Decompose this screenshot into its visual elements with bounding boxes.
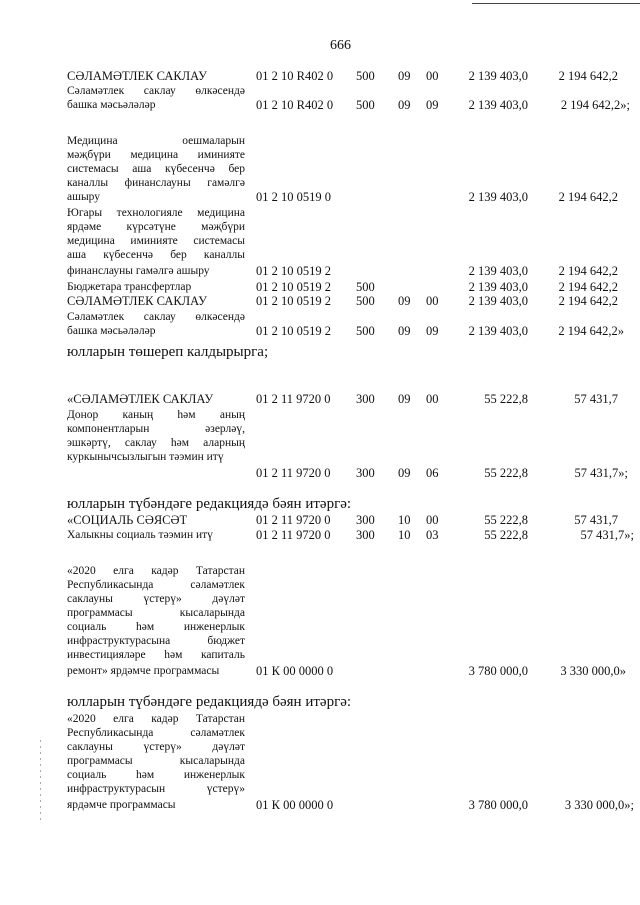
row-label: ремонт» ярдәмче программасы [67, 665, 220, 677]
row-label: эшкәртү, саклау һәм аларның [67, 437, 245, 449]
row-value-2021: 3 330 000,0» [560, 664, 626, 678]
row-label: инфраструктурасына бюджет [67, 635, 245, 647]
row-label: Бюджетара трансфертлар [67, 281, 192, 293]
row-value-2021: 57 431,7 [574, 392, 618, 406]
row-value-2020: 2 139 403,0 [468, 280, 528, 294]
row-label: башка мәсьәләләр [67, 325, 156, 337]
row-col1: 300 [356, 513, 375, 527]
row-value-2021: 57 431,7 [574, 513, 618, 527]
row-value-2020: 2 139 403,0 [468, 98, 528, 112]
row-value-2021: 2 194 642,2 [558, 69, 618, 83]
row-col3: 00 [426, 69, 439, 83]
row-label: куркынычсызлыгын тәэмин итү [67, 451, 224, 463]
row-value-2020: 55 222,8 [484, 466, 528, 480]
row-value-2021: 2 194 642,2 [558, 294, 618, 308]
row-label: саклауны үстерү» дәүләт [67, 741, 245, 753]
row-label: инфраструктурасын үстерү» [67, 783, 245, 795]
row-col3: 09 [426, 98, 439, 112]
row-label: каналлы финанслауны гамәлгә [67, 177, 245, 189]
row-code: 01 2 11 9720 0 [256, 528, 331, 542]
row-col3: 00 [426, 513, 439, 527]
row-col1: 500 [356, 69, 375, 83]
row-col1: 300 [356, 392, 375, 406]
row-value-2020: 2 139 403,0 [468, 190, 528, 204]
row-value-2020: 2 139 403,0 [468, 324, 528, 338]
row-label: Республикасында сәламәтлек [67, 579, 245, 591]
row-label: социаль һәм инженерлык [67, 621, 245, 633]
row-value-2021: 2 194 642,2»; [560, 98, 630, 112]
row-col2: 09 [398, 324, 411, 338]
row-code: 01 2 11 9720 0 [256, 513, 331, 527]
row-label: СӘЛАМӘТЛЕК САКЛАУ [67, 69, 207, 83]
row-value-2020: 2 139 403,0 [468, 294, 528, 308]
row-col3: 06 [426, 466, 439, 480]
row-col2: 09 [398, 392, 411, 406]
row-label: системасы аша күбесенчә бер [67, 163, 245, 175]
row-code: 01 2 10 0519 0 [256, 190, 331, 204]
row-col2: 10 [398, 513, 411, 527]
row-value-2020: 55 222,8 [484, 528, 528, 542]
row-col2: 10 [398, 528, 411, 542]
instruction-text: юлларын түбәндәге редакциядә бәян итәргә: [67, 496, 352, 512]
row-col1: 500 [356, 324, 375, 338]
row-col2: 09 [398, 294, 411, 308]
instruction-text: юлларын төшереп калдырырга; [67, 344, 269, 360]
row-label: Халыкны социаль тәэмин итү [67, 529, 213, 541]
row-value-2020: 3 780 000,0 [468, 798, 528, 812]
instruction-text: юлларын түбәндәге редакциядә бәян итәргә: [67, 694, 352, 710]
margin-mark [40, 740, 41, 820]
row-value-2020: 2 139 403,0 [468, 69, 528, 83]
row-label: ашыру [67, 191, 101, 203]
page-number: 666 [330, 38, 351, 53]
row-value-2021: 2 194 642,2 [558, 280, 618, 294]
row-value-2021: 57 431,7»; [580, 528, 634, 542]
row-value-2021: 57 431,7»; [574, 466, 628, 480]
row-value-2020: 55 222,8 [484, 513, 528, 527]
row-label: компонентларын әзерләү, [67, 423, 245, 435]
row-code: 01 2 11 9720 0 [256, 466, 331, 480]
row-code: 01 2 10 0519 2 [256, 294, 331, 308]
row-label: Республикасында сәламәтлек [67, 727, 245, 739]
row-label: программасы кысаларында [67, 607, 245, 619]
row-value-2020: 55 222,8 [484, 392, 528, 406]
row-label: Сәламәтлек саклау өлкәсендә [67, 311, 245, 323]
row-label: «СӘЛАМӘТЛЕК САКЛАУ [67, 392, 214, 406]
row-label: инвестицияләре һәм капиталь [67, 649, 245, 661]
row-value-2020: 2 139 403,0 [468, 264, 528, 278]
row-col3: 00 [426, 392, 439, 406]
row-code: 01 2 11 9720 0 [256, 392, 331, 406]
row-label: «2020 елга кадәр Татарстан [67, 565, 245, 577]
row-label: аша күбесенчә бер каналлы [67, 249, 245, 261]
row-label: социаль һәм инженерлык [67, 769, 245, 781]
row-code: 01 К 00 0000 0 [256, 798, 334, 812]
row-value-2021: 2 194 642,2 [558, 264, 618, 278]
row-value-2021: 3 330 000,0»; [564, 798, 634, 812]
row-label: мәҗбүри медицина иминияте [67, 149, 245, 161]
row-label: саклауны үстерү» дәүләт [67, 593, 245, 605]
row-code: 01 2 10 0519 2 [256, 280, 331, 294]
row-code: 01 2 10 0519 2 [256, 264, 331, 278]
row-col1: 500 [356, 294, 375, 308]
row-label: программасы кысаларында [67, 755, 245, 767]
row-code: 01 2 10 R402 0 [256, 69, 334, 83]
row-label: финанслауны гамәлгә ашыру [67, 265, 210, 277]
row-label: Сәламәтлек саклау өлкәсендә [67, 85, 245, 97]
top-rule [472, 3, 640, 4]
row-label: «СОЦИАЛЬ СӘЯСӘТ [67, 513, 188, 527]
row-value-2021: 2 194 642,2 [558, 190, 618, 204]
row-value-2020: 3 780 000,0 [468, 664, 528, 678]
row-col1: 500 [356, 280, 375, 294]
row-label: медицина иминияте системасы [67, 235, 245, 247]
row-col3: 09 [426, 324, 439, 338]
row-label: СӘЛАМӘТЛЕК САКЛАУ [67, 294, 207, 308]
row-code: 01 К 00 0000 0 [256, 664, 334, 678]
row-label: ярдәмче программасы [67, 799, 176, 811]
row-label: ярдәме күрсәтүне мәҗбүри [67, 221, 245, 233]
row-col2: 09 [398, 98, 411, 112]
row-label: Медицина оешмаларын [67, 135, 245, 147]
row-label: «2020 елга кадәр Татарстан [67, 713, 245, 725]
row-label: Югары технологияле медицина [67, 207, 245, 219]
row-code: 01 2 10 R402 0 [256, 98, 334, 112]
row-col3: 03 [426, 528, 439, 542]
row-col1: 300 [356, 528, 375, 542]
row-value-2021: 2 194 642,2» [558, 324, 624, 338]
row-label: Донор каның һәм аның [67, 409, 245, 421]
row-col3: 00 [426, 294, 439, 308]
row-col1: 500 [356, 98, 375, 112]
row-label: башка мәсьәләләр [67, 99, 156, 111]
row-col1: 300 [356, 466, 375, 480]
row-col2: 09 [398, 69, 411, 83]
row-code: 01 2 10 0519 2 [256, 324, 331, 338]
row-col2: 09 [398, 466, 411, 480]
